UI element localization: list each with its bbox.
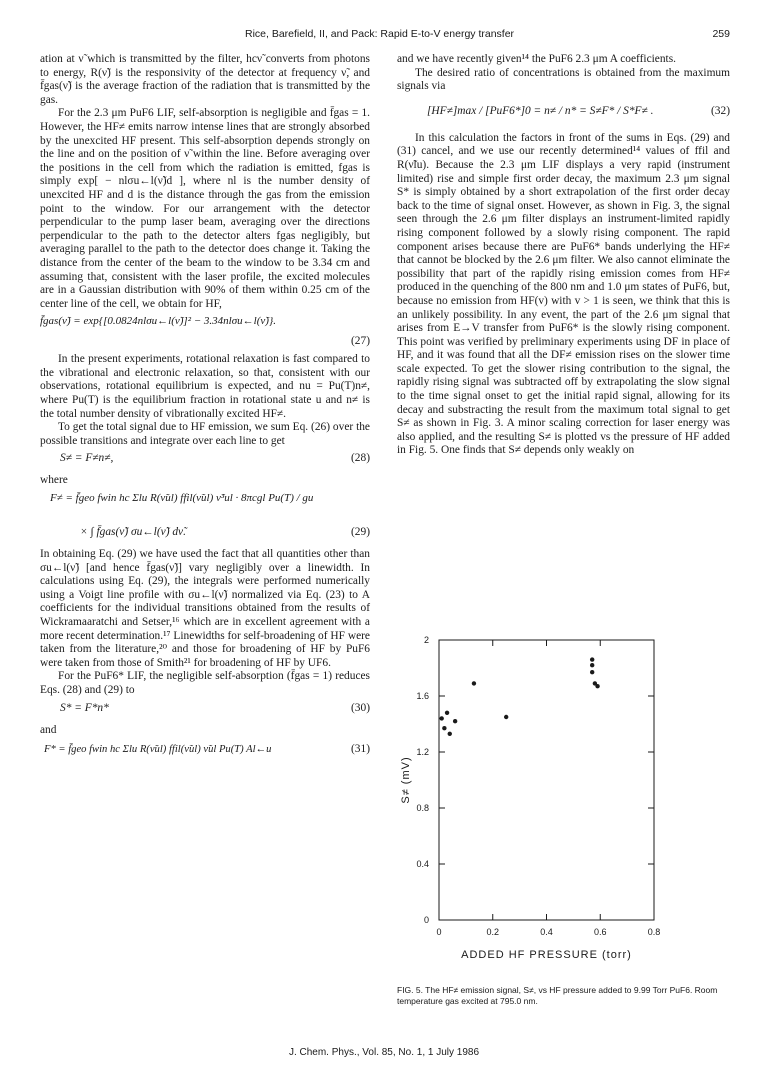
paragraph: and we have recently given¹⁴ the PuF6 2.3 μm A coefficients.: [397, 53, 676, 65]
y-axis-label: S≠ (mV): [400, 756, 412, 804]
running-title: Rice, Barefield, II, and Pack: Rapid E-to-V energy transfer: [245, 28, 515, 40]
data-point: [590, 670, 594, 674]
left-column: [40, 53, 370, 765]
y-tick-label: 1.6: [416, 691, 429, 701]
data-point: [445, 711, 449, 715]
x-tick-label: 0.2: [486, 927, 500, 937]
figure-5-chart: [397, 630, 730, 980]
journal-footer: J. Chem. Phys., Vol. 85, No. 1, 1 July 1986: [288, 1047, 480, 1058]
x-axis-label: ADDED HF PRESSURE (torr): [461, 949, 632, 961]
x-tick-label: 0: [436, 927, 442, 937]
data-point: [595, 684, 599, 688]
plot-frame: [439, 640, 654, 920]
figure-caption: FIG. 5. The HF≠ emission signal, S≠, vs HF pressure added to 9.99 Torr PuF6. Room temperature gas excited at 795.0 nm.: [397, 985, 718, 1006]
data-point: [439, 716, 443, 720]
text-and: and: [40, 723, 57, 736]
equation-31: F* = f̄geo fwin hc Σlu R(ν̃ul) ffil(ν̃ul) ν̃ul Pu(T) Al←u (31): [44, 743, 370, 756]
data-point: [448, 732, 452, 736]
page-number: 259: [712, 28, 730, 40]
equation-29b: × ∫ f̄gas(ν̃) σu←l(ν̃) dν̃. (29): [80, 526, 370, 539]
right-column: [397, 53, 730, 458]
paragraph: To get the total signal due to HF emission, we sum Eq. (26) over the possible transitions and integrate over each line to get: [40, 421, 370, 447]
paragraph: The desired ratio of concentrations is obtained from the maximum signals via: [397, 66, 730, 93]
paragraph: In this calculation the factors in front of the sums in Eqs. (29) and (31) cancel, and we use our recently determined¹⁴ values of ffil and R(ν̃lu). Because the 2.3 μm LIF displays a very rapid (instrument limited) rise and simple first order decay, the maximum 2.3 μm signal S* is simply obtained by a short extrapolation of the first order decay back to the time of signal onset. However, as shown in Fig. 3, the signal seen through the 2.6 μm filter displays an instrument-limited rapidly rising component followed by a slowly rising component. The rapid component arises because there are PuF6* bands underlying the HF≠ that cannot be blocked by the 2.6 μm filter. We also cannot eliminate the possibility that part of the rapidly rising emission comes from HF≠ produced in the quenching of the 800 nm and 1.0 μm states of PuF6, but, because no emission from HF(v) with v > 1 is seen, we think that this is an unlikely possibility. In any event, the part of the 2.6 μm signal that arises from E→V transfer from PuF6* is the slowly rising component. This point was verified by preliminary experiments using DF in place of HF, and it was found that all the DF≠ emission rises on the slower time scale expected. To get the slower rising contribution to the signal, the rapidly rising signal was subtracted off by extrapolating the slow signal to the time signal onset to get the initial rapid signal, allowing for its decay and substracting the result from the maximum total signal to get S≠ as shown in Fig. 3. A minor scaling correction for laser energy was also applied, and the resulting S≠ is plotted vs the pressure of HF added in Fig. 5. One finds that S≠ depends only weakly on: [397, 131, 730, 457]
paragraph: In obtaining Eq. (29) we have used the fact that all quantities other than σu←l(ν̃) [and hence f̄gas(ν̃)] vary negligibly over a linewidth. In calculations using Eq. (29), the integrals were performed numerically using a Voigt line profile with σu←l(ν̃) normalized via Eq. (23) to A coefficients for the individual transitions obtained from the results of Wickramaaratchi and Setser,¹⁶ which are in excellent agreement with a more recent determination.¹⁷ Linewidths for self-broadening of HF were taken from the literature,²⁰ and those for broadening of HF by PuF6 were taken from those of Smith²¹ for broadening of HF by UF6.: [40, 548, 370, 669]
equation-30: S* = F*n* (30): [60, 701, 370, 714]
equation-27: f̄gas(ν̃) = exp{[0.0824nlσu←l(ν̃)]² − 3.34nlσu←l(ν̃)}.: [40, 315, 277, 328]
text-where: where: [40, 474, 68, 487]
paragraph: ation at ν̃ which is transmitted by the filter, hcν̃ converts from photons to energy, R(ν̃) is the responsivity of the detector at frequency ν̃, and f̄gas(ν̃) is the average fraction of the radiation that is transmitted by the gas.: [40, 53, 370, 106]
data-point: [472, 681, 476, 685]
x-tick-label: 0.6: [593, 927, 607, 937]
y-tick-label: 0: [423, 915, 429, 925]
data-point: [442, 726, 446, 730]
data-point: [504, 715, 508, 719]
y-tick-label: 0.4: [416, 859, 429, 869]
y-tick-label: 2: [423, 635, 429, 645]
data-point: [590, 663, 594, 667]
paragraph: In the present experiments, rotational relaxation is fast compared to the vibrational and electronic relaxation, so that, consistent with our observations, rotational equilibrium is expected, and nu = Pu(T)n≠, where Pu(T) is the equilibrium fraction in rotational state u and n≠ is the total number density of vibrationally excited HF≠.: [40, 353, 370, 420]
paragraph: For the PuF6* LIF, the negligible self-absorption (f̄gas = 1) reduces Eqs. (28) and (29) to: [40, 670, 370, 696]
paragraph: For the 2.3 μm PuF6 LIF, self-absorption is negligible and f̄gas = 1. However, the HF≠ emits narrow intense lines that are strongly absorbed by the unexcited HF present. This self-absorption depends strongly on the line and on the position of ν̃ within the line. Before averaging over the positions in the cell from which the radiation is emitted, fgas is simply exp[ − nlσu←l(ν̃)d ], where nl is the number density of unexcited HF and d is the distance through the gas from the emission point to the window. For our arrangement with the detector perpendicular to the pump laser beam, averaging over the directions perpendicular to the path to the detector alters fgas negligibly, but averaging parallel to the path to the detector does change it. Taking the distance from the center of the beam to the window to be 3.34 cm and assuming that, consistent with the laser profile, the excited molecules are in a Gaussian distribution with 90% of them within 0.25 cm of the center line of the cell, we obtain for HF,: [40, 107, 370, 310]
equation-29a: F≠ = f̄geo fwin hc Σlu R(ν̃ul) ffil(ν̃ul) ν̃³ul · 8πcgl Pu(T) / gu: [50, 492, 314, 505]
data-point: [453, 719, 457, 723]
data-point: [590, 657, 594, 661]
x-tick-label: 0.4: [540, 927, 553, 937]
equation-number: (27): [351, 335, 370, 348]
y-tick-label: 0.8: [416, 803, 429, 813]
plot-area: [400, 635, 660, 961]
equation-28: S≠ = F≠n≠, (28): [60, 452, 370, 465]
y-tick-label: 1.2: [416, 747, 429, 757]
equation-32: [HF≠]max / [PuF6*]0 = n≠ / n* = S≠F* / S*F≠ . (32): [427, 104, 730, 117]
x-tick-label: 0.8: [647, 927, 661, 937]
